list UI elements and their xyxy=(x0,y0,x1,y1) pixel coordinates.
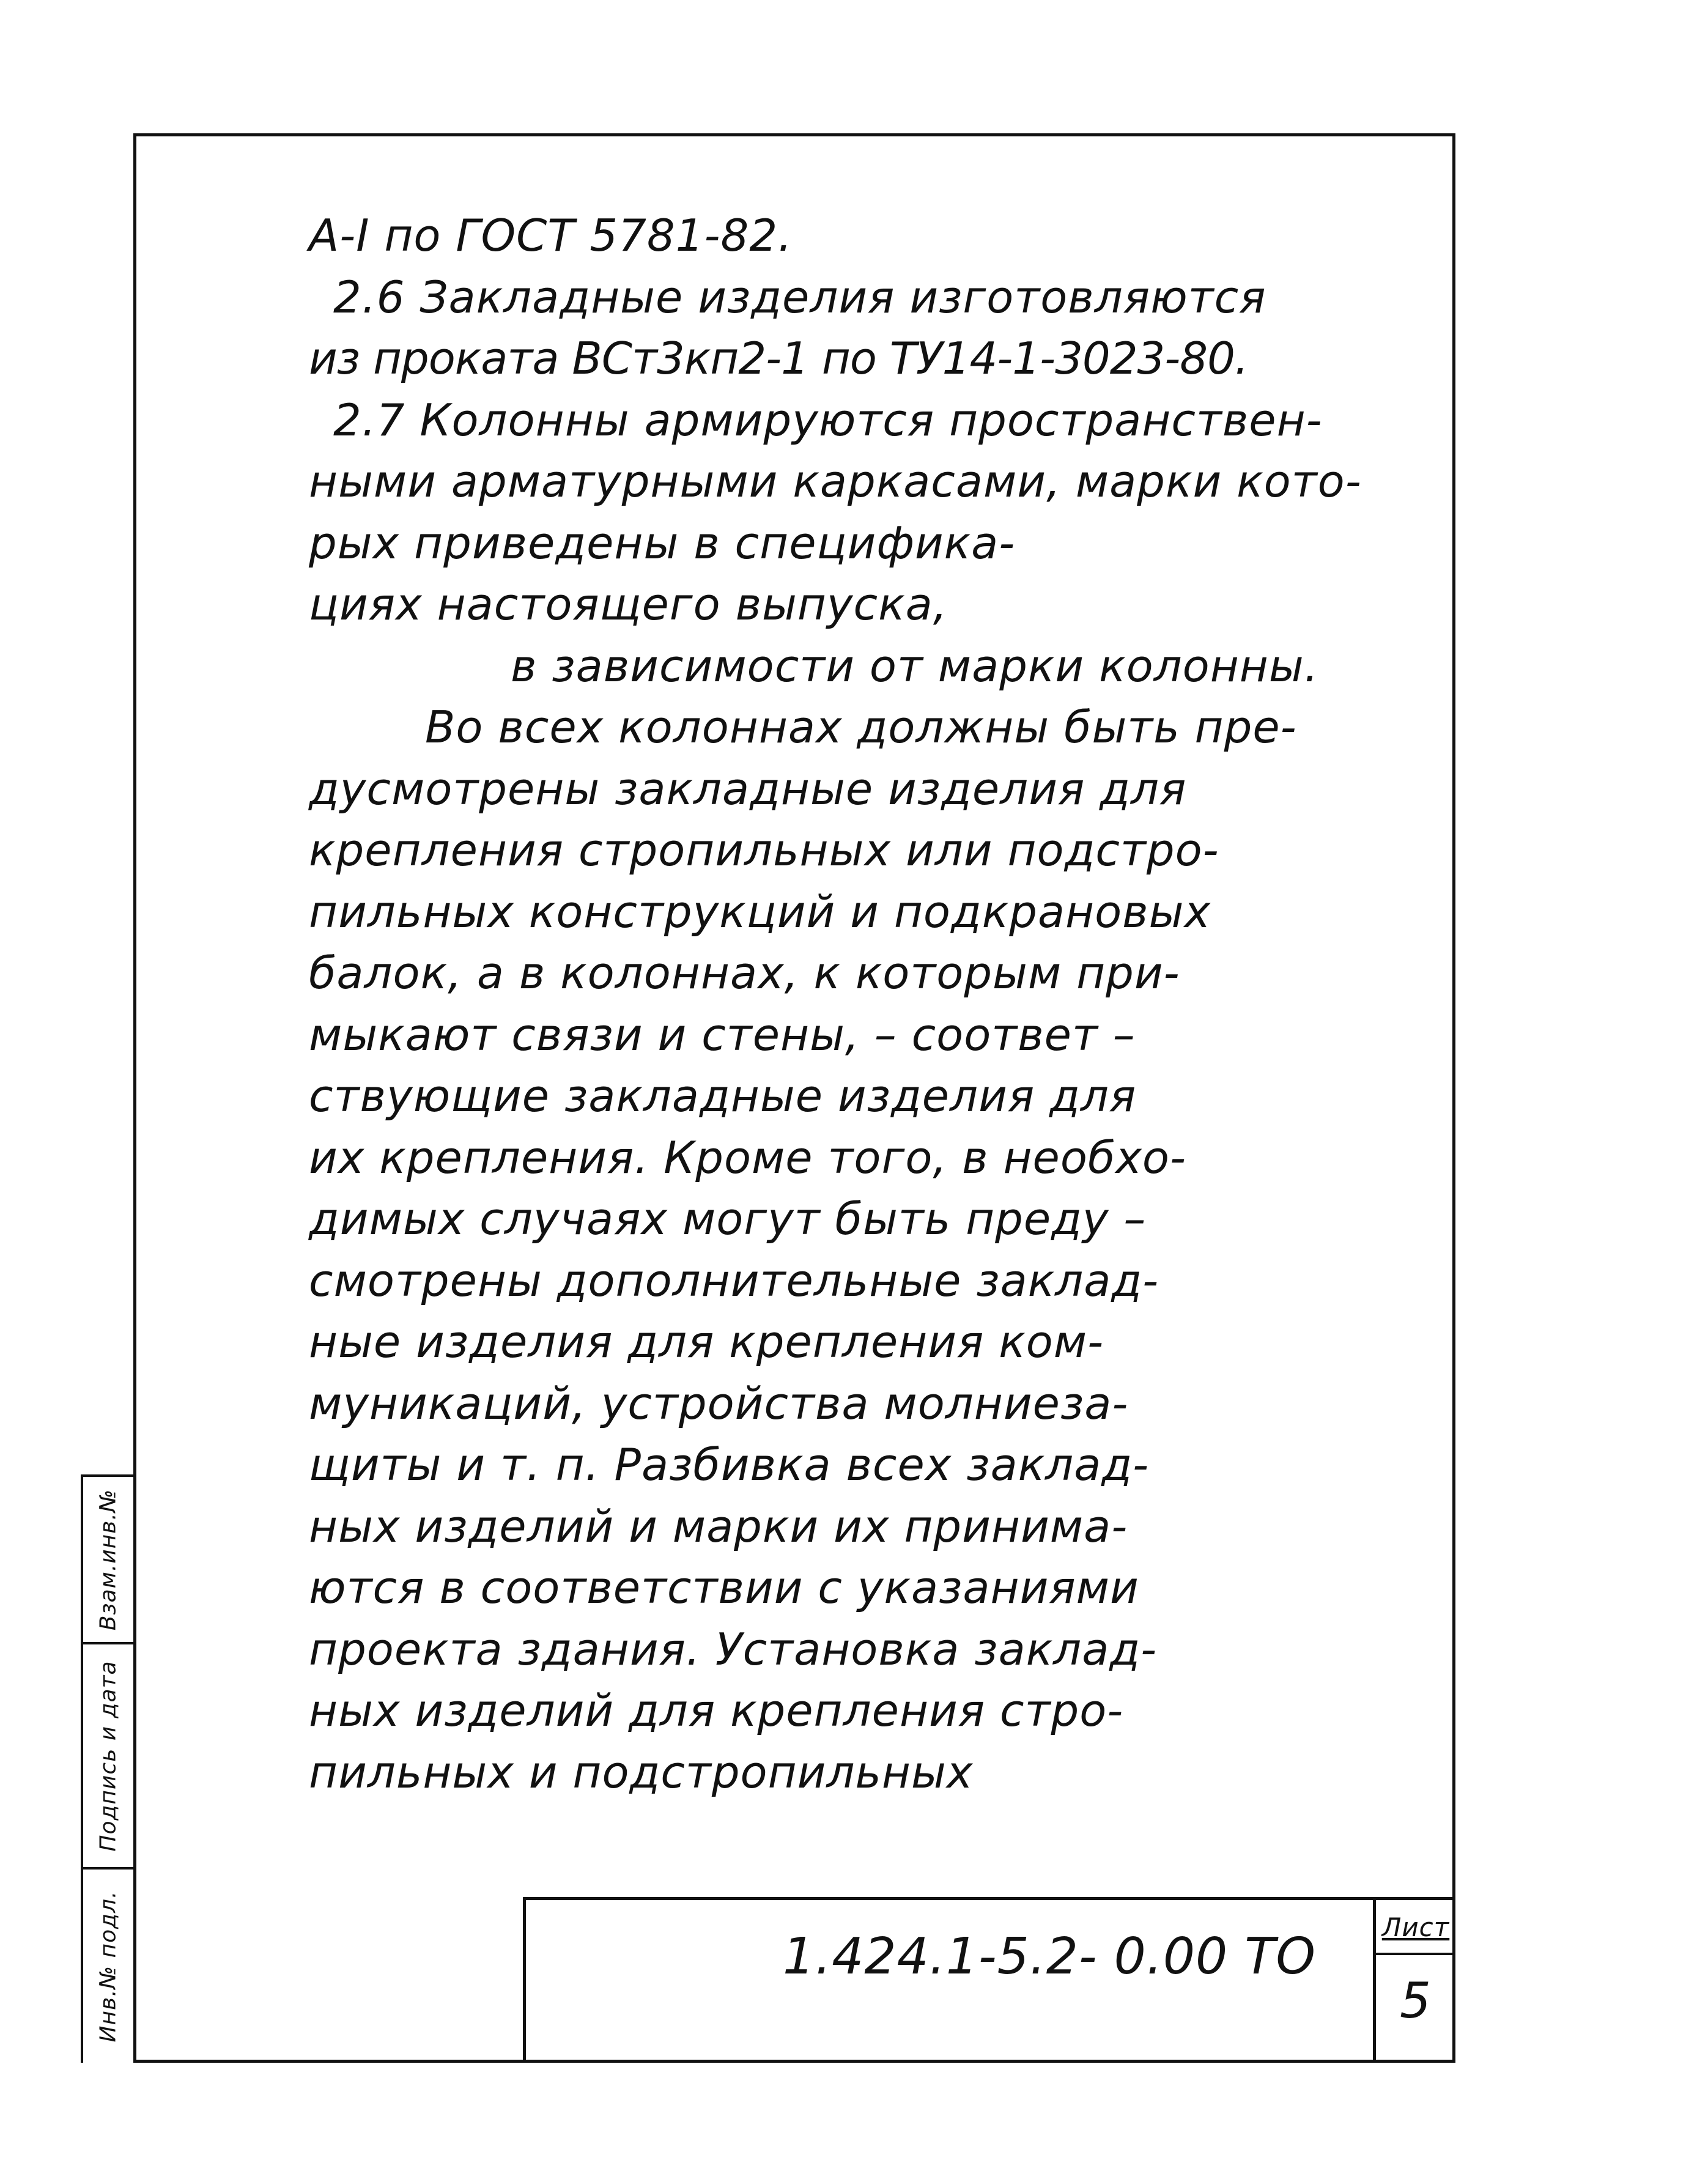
text-line: крепления стропильных или подстро- xyxy=(309,824,1219,876)
text-line: в зависимости от марки колонны. xyxy=(511,640,1319,692)
text-line: 2.7 Колонны армируются пространствен- xyxy=(333,394,1323,446)
text-line: рых приведены в спецификa- xyxy=(309,517,1016,569)
text-line: ных изделий для крепления стро- xyxy=(309,1685,1124,1736)
stamp-label-inv-podl: Инв.№ подл. xyxy=(95,1890,121,2042)
stamp-label-vzam-inv: Взам.инв.№ xyxy=(95,1489,121,1630)
sheet-label: Лист xyxy=(1376,1900,1455,1955)
text-line: А-I по ГОСТ 5781-82. xyxy=(309,210,793,261)
text-line: дусмотрены закладные изделия для xyxy=(309,763,1187,815)
text-line: ные изделия для крепления ком- xyxy=(309,1316,1104,1367)
text-line: балок, а в колоннах, к которым при- xyxy=(309,947,1180,999)
text-line: ствующие закладные изделия для xyxy=(309,1070,1137,1122)
text-line: Во всех колоннах должны быть пре- xyxy=(425,701,1297,753)
text-line: проекта здания. Установка заклад- xyxy=(309,1623,1158,1675)
text-line: димых случаях могут быть преду – xyxy=(309,1193,1147,1245)
sheet-number: 5 xyxy=(1400,1972,1432,2029)
text-line: циях настоящего выпуска, xyxy=(309,579,948,630)
stamp-cell-vzam-inv xyxy=(83,1477,133,1644)
text-line: их крепления. Кроме того, в необхо- xyxy=(309,1131,1186,1183)
text-line: пильных и подстропильных xyxy=(309,1746,974,1798)
text-line: ются в соответствии с указаниями xyxy=(309,1562,1139,1613)
text-line: 2.6 Закладные изделия изготовляются xyxy=(333,271,1266,323)
text-line: ными арматурными каркасами, марки кото- xyxy=(309,456,1362,507)
sheet-number-box xyxy=(1373,1900,1455,2063)
text-line: смотрены дополнительные заклад- xyxy=(309,1254,1159,1306)
stamp-cell-podpis-data xyxy=(83,1644,133,1870)
text-line: мыкают связи и стены, – соответ – xyxy=(309,1008,1136,1060)
text-line: муникаций, устройства молниеза- xyxy=(309,1377,1129,1429)
document-code: 1.424.1-5.2- 0.00 ТО xyxy=(783,1928,1316,1986)
text-line: из проката ВСт3кп2-1 по ТУ14-1-3023-80. xyxy=(309,333,1248,384)
text-line: пильных конструкций и подкрановых xyxy=(309,886,1211,938)
stamp-cell-inv-podl xyxy=(83,1870,133,2063)
title-block xyxy=(523,1897,1455,2063)
margin-stamp-strip xyxy=(81,1474,133,2063)
text-line: ных изделий и марки их принима- xyxy=(309,1500,1128,1552)
stamp-label-podpis-data: Подпись и дата xyxy=(95,1660,121,1852)
text-line: щиты и т. п. Разбивка всех заклад- xyxy=(309,1439,1150,1490)
body-text xyxy=(309,205,1385,1803)
